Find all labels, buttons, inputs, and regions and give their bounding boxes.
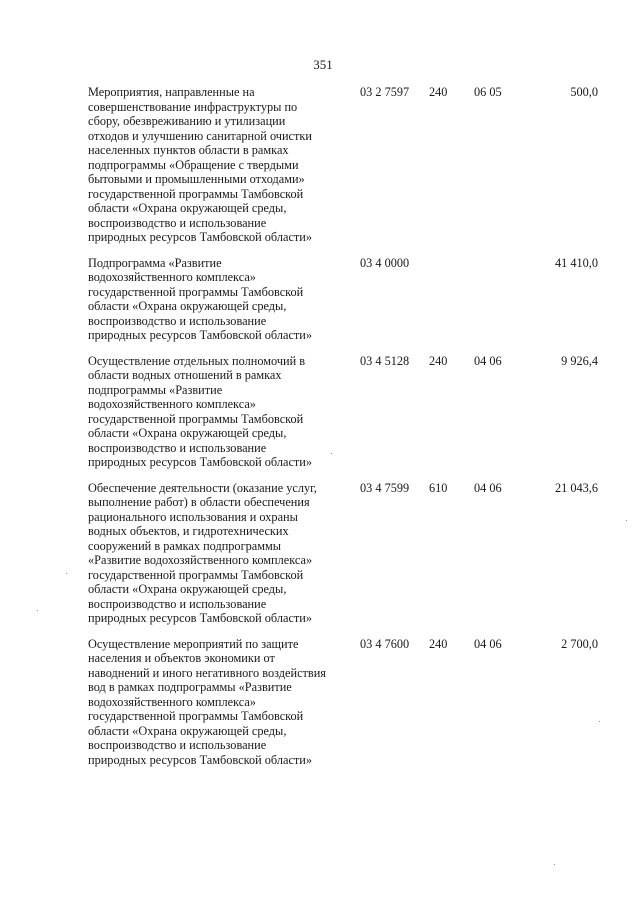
scan-speck xyxy=(66,573,67,574)
row-target-code: 03 4 5128 xyxy=(360,353,410,368)
row-target-code: 03 2 7597 xyxy=(360,85,410,99)
scan-speck xyxy=(626,520,627,521)
scan-speck xyxy=(599,721,600,722)
row-description: Обеспечение деятельности (оказание услуг, выполнение работ) в области обеспечения рационального использования и охраны водных объектов, и гидротехнических сооружений в рамках подпрограммы «Развитие водохозяйственного комплекса» государственной программы Тамбовской области «Охрана окружающей среды, воспроизводство и использование природных ресурсов Тамбовской области» xyxy=(88,480,317,625)
row-expense-type: 610 xyxy=(429,480,448,495)
row-amount: 21 043,6 xyxy=(554,480,598,495)
row-section-code: 04 06 xyxy=(474,353,502,368)
row-section-code: 04 06 xyxy=(474,480,502,495)
row-target-code: 03 4 7600 xyxy=(360,636,410,651)
row-target-code: 03 4 7599 xyxy=(360,480,410,495)
row-section-code: 04 06 xyxy=(474,636,502,651)
budget-table xyxy=(88,85,598,778)
table-row xyxy=(88,256,598,343)
row-amount: 41 410,0 xyxy=(554,255,598,270)
row-section-code: 06 05 xyxy=(474,85,502,99)
row-expense-type: 240 xyxy=(429,85,448,99)
table-row xyxy=(88,354,598,470)
scan-speck xyxy=(37,610,38,611)
page-number: 351 xyxy=(313,57,333,72)
row-description: Осуществление мероприятий по защите населения и объектов экономики от наводнений и иного негативного воздействия вод в рамках подпрограммы «Развитие водохозяйственного комплекса» государственной программы Тамбовской области «Охрана окружающей среды, воспроизводство и использование природных ресурсов Тамбовской области» xyxy=(88,636,326,767)
table-row xyxy=(88,637,598,768)
table-row xyxy=(88,481,598,626)
row-description: Подпрограмма «Развитие водохозяйственного комплекса» государственной программы Тамбовской области «Охрана окружающей среды, воспроизводство и использование природных ресурсов Тамбовской области» xyxy=(88,255,313,342)
row-description: Мероприятия, направленные на совершенствование инфраструктуры по сбору, обезвреживанию и утилизации отходов и улучшению санитарной очистки населенных пунктов области в рамках подпрограммы «Обращение с твердыми бытовыми и промышленными отходами» государственной программы Тамбовской области «Охрана окружающей среды, воспроизводство и использование природных ресурсов Тамбовской области» xyxy=(88,85,313,244)
row-expense-type: 240 xyxy=(429,353,448,368)
row-target-code: 03 4 0000 xyxy=(360,255,410,270)
table-row xyxy=(88,85,598,245)
row-expense-type: 240 xyxy=(429,636,448,651)
scan-speck xyxy=(331,453,332,454)
row-amount: 9 926,4 xyxy=(561,353,598,368)
row-description: Осуществление отдельных полномочий в области водных отношений в рамках подпрограммы «Развитие водохозяйственного комплекса» государственной программы Тамбовской области «Охрана окружающей среды, воспроизводство и использование природных ресурсов Тамбовской области» xyxy=(88,353,313,469)
row-amount: 2 700,0 xyxy=(561,636,598,651)
scan-speck xyxy=(554,864,555,865)
row-amount: 500,0 xyxy=(570,85,598,99)
